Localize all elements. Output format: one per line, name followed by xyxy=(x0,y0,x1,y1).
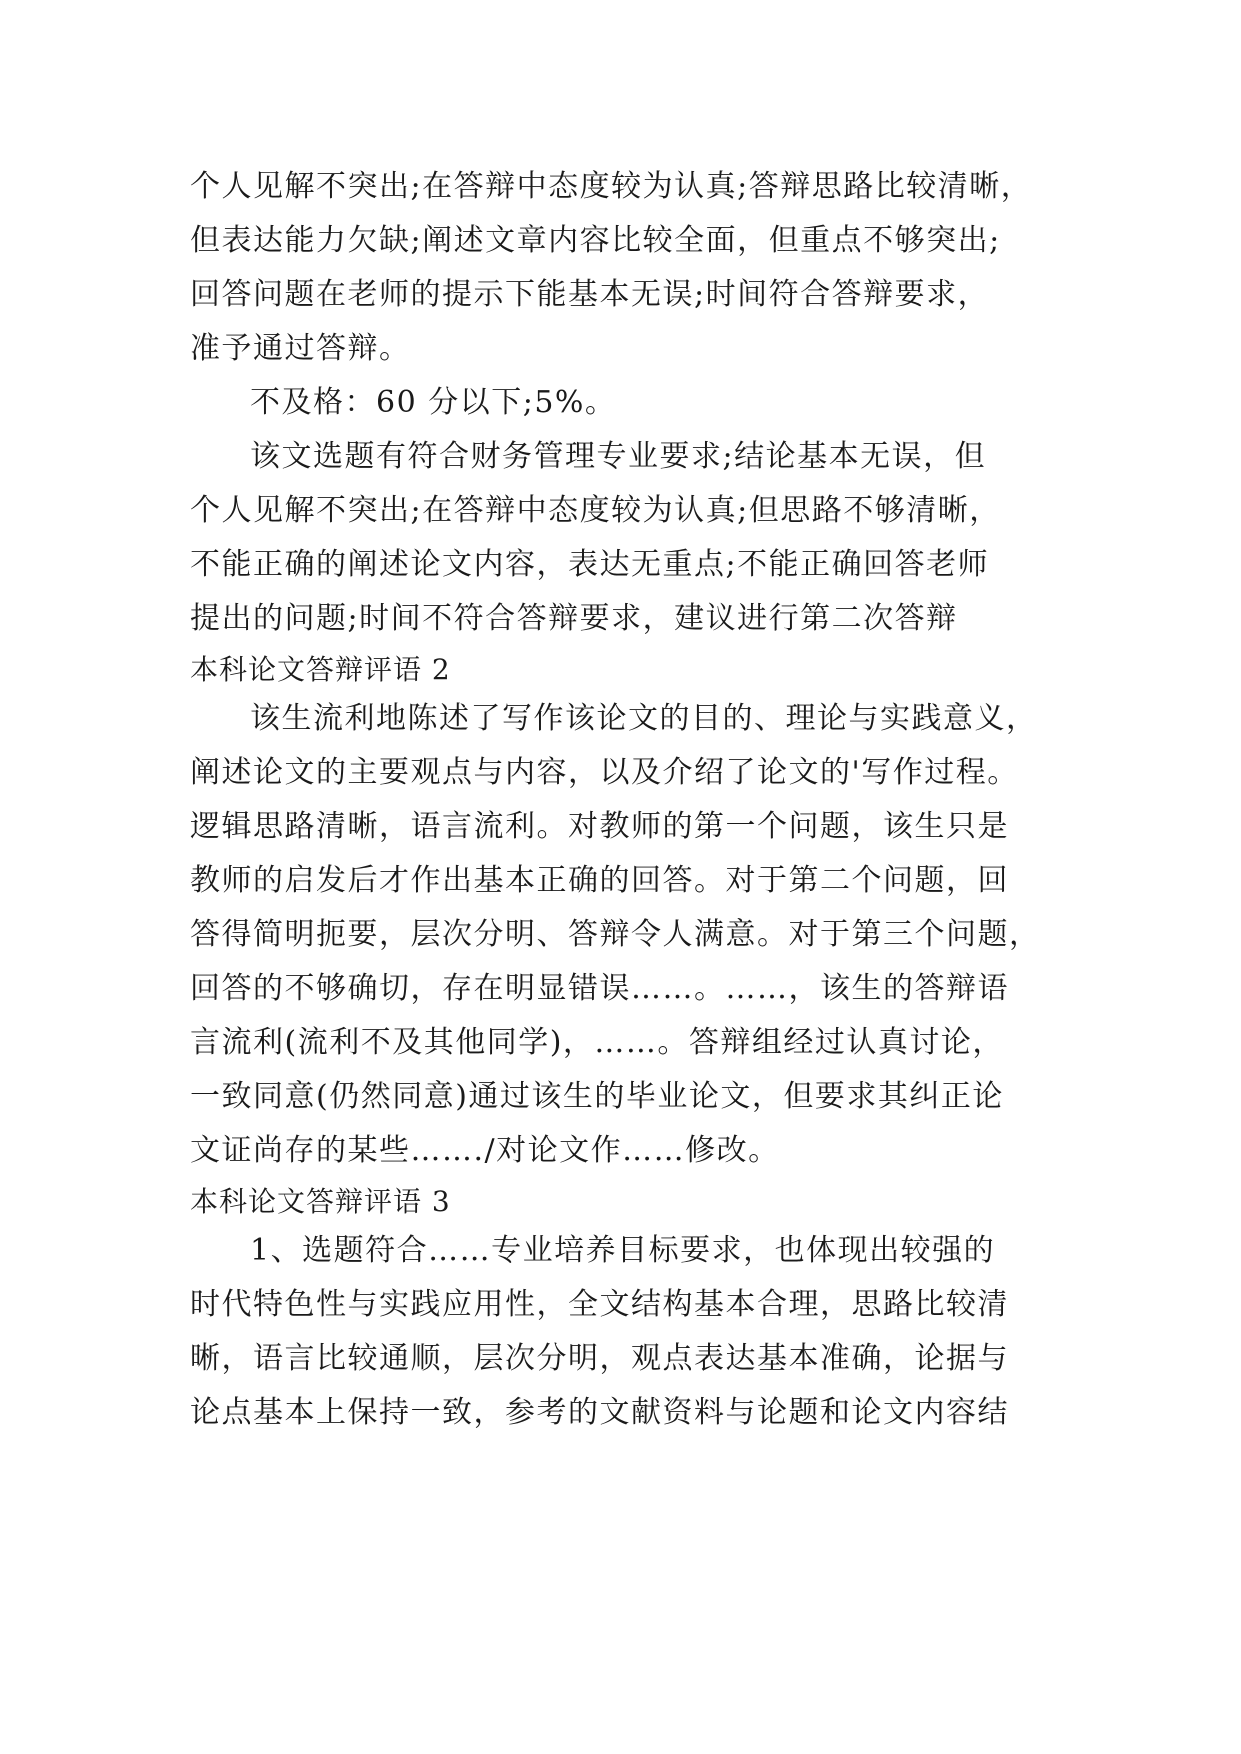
text-line: 论点基本上保持一致，参考的文献资料与论题和论文内容结 xyxy=(190,1395,1009,1430)
text-line: 回答的不够确切，存在明显错误……。……，该生的答辩语 xyxy=(190,971,1009,1006)
section-heading: 本科论文答辩评语 2 xyxy=(190,653,451,686)
text-line: 晰，语言比较通顺，层次分明，观点表达基本准确，论据与 xyxy=(190,1341,1009,1376)
text-line: 一致同意(仍然同意)通过该生的毕业论文，但要求其纠正论 xyxy=(190,1079,1004,1114)
text-line: 逻辑思路清晰，语言流利。对教师的第一个问题，该生只是 xyxy=(190,809,1009,844)
text-line: 个人见解不突出;在答辩中态度较为认真;答辩思路比较清晰， xyxy=(190,169,1033,204)
section-heading: 本科论文答辩评语 3 xyxy=(190,1185,451,1218)
text-line: 教师的启发后才作出基本正确的回答。对于第二个问题，回 xyxy=(190,863,1009,898)
paragraph xyxy=(190,430,1090,646)
text-line: 言流利(流利不及其他同学)，……。答辩组经过认真讨论， xyxy=(190,1025,1004,1060)
text-line: 文证尚存的某些……./对论文作……修改。 xyxy=(190,1133,780,1168)
text-line: 但表达能力欠缺;阐述文章内容比较全面，但重点不够突出; xyxy=(190,223,1001,258)
text-line: 提出的问题;时间不符合答辩要求，建议进行第二次答辩 xyxy=(190,601,958,636)
paragraph xyxy=(190,1224,1090,1440)
paragraph xyxy=(190,160,1090,376)
text-line: 不及格：60 分以下;5%。 xyxy=(250,385,617,420)
text-line: 时代特色性与实践应用性，全文结构基本合理，思路比较清 xyxy=(190,1287,1009,1322)
text-line: 回答问题在老师的提示下能基本无误;时间符合答辩要求， xyxy=(190,277,990,312)
paragraph xyxy=(190,376,1090,430)
text-line: 不能正确的阐述论文内容，表达无重点;不能正确回答老师 xyxy=(190,547,990,582)
text-line: 个人见解不突出;在答辩中态度较为认真;但思路不够清晰， xyxy=(190,493,1001,528)
text-line: 该文选题有符合财务管理专业要求;结论基本无误，但 xyxy=(250,439,987,474)
text-line: 该生流利地陈述了写作该论文的目的、理论与实践意义， xyxy=(250,701,1038,736)
text-line: 答得简明扼要，层次分明、答辩令人满意。对于第三个问题， xyxy=(190,917,1041,952)
paragraph xyxy=(190,692,1090,1178)
text-line: 阐述论文的主要观点与内容，以及介绍了论文的'写作过程。 xyxy=(190,755,1019,790)
text-line: 1、选题符合……专业培养目标要求，也体现出较强的 xyxy=(250,1233,996,1268)
document-page xyxy=(190,160,1090,1440)
text-line: 准予通过答辩。 xyxy=(190,331,411,366)
